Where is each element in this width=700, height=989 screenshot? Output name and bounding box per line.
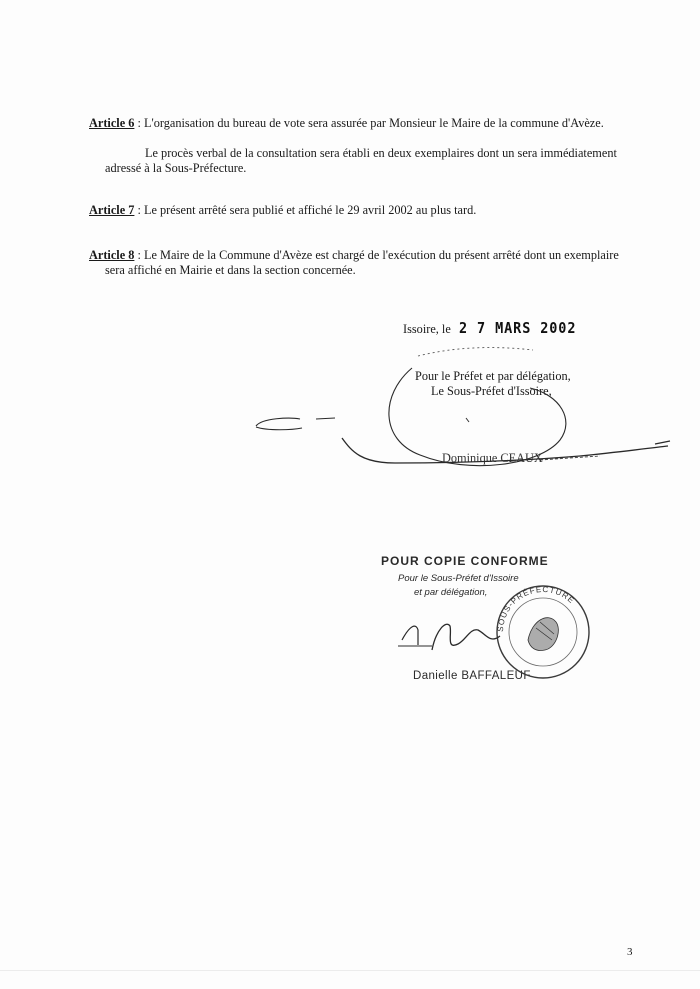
article-8-text-line2: sera affiché en Mairie et dans la section concernée. bbox=[105, 263, 356, 277]
article-8-text-line1: Le Maire de la Commune d'Avèze est chargé de l'exécution du présent arrêté dont un exemplaire bbox=[143, 248, 619, 262]
date-stamp: 2 7 MARS 2002 bbox=[458, 319, 577, 337]
article-6-proces-verbal-line2: adressé à la Sous-Préfecture. bbox=[105, 161, 247, 175]
place-and-date bbox=[403, 321, 589, 337]
article-8 bbox=[89, 248, 619, 263]
certified-copy-line-1: Pour le Sous-Préfet d'Issoire bbox=[398, 573, 519, 584]
svg-text:SOUS-PRÉFECTURE bbox=[496, 585, 576, 632]
certified-copy-line-2: et par délégation, bbox=[414, 587, 488, 598]
article-6-proces-verbal-line1: Le procès verbal de la consultation sera établi en deux exemplaires dont un sera immédiatement bbox=[145, 146, 617, 160]
delegation-line-1: Pour le Préfet et par délégation, bbox=[415, 369, 571, 383]
signer-name: Dominique CEAUX bbox=[442, 451, 543, 465]
article-8-label: Article 8 bbox=[89, 248, 135, 262]
article-6 bbox=[89, 116, 604, 131]
page-number: 3 bbox=[627, 946, 633, 958]
article-7-text: Le présent arrêté sera publié et affiché le 29 avril 2002 au plus tard. bbox=[143, 203, 477, 217]
place-label: Issoire, le bbox=[403, 322, 451, 336]
article-6-text: L'organisation du bureau de vote sera assurée par Monsieur le Maire de la commune d'Avèze. bbox=[143, 116, 604, 130]
certified-copy-title: POUR COPIE CONFORME bbox=[381, 554, 549, 568]
article-6-separator: : bbox=[134, 116, 144, 130]
article-8-separator: : bbox=[134, 248, 144, 262]
article-6-label: Article 6 bbox=[89, 116, 135, 130]
article-7-label: Article 7 bbox=[89, 203, 135, 217]
seal-text: SOUS-PRÉFECTURE bbox=[495, 584, 577, 633]
article-7 bbox=[89, 203, 476, 218]
article-7-separator: : bbox=[134, 203, 144, 217]
certified-copy-signer-name: Danielle BAFFALEUF bbox=[413, 670, 531, 682]
page-bottom-rule bbox=[0, 970, 700, 971]
delegation-line-2: Le Sous-Préfet d'Issoire, bbox=[431, 384, 552, 398]
